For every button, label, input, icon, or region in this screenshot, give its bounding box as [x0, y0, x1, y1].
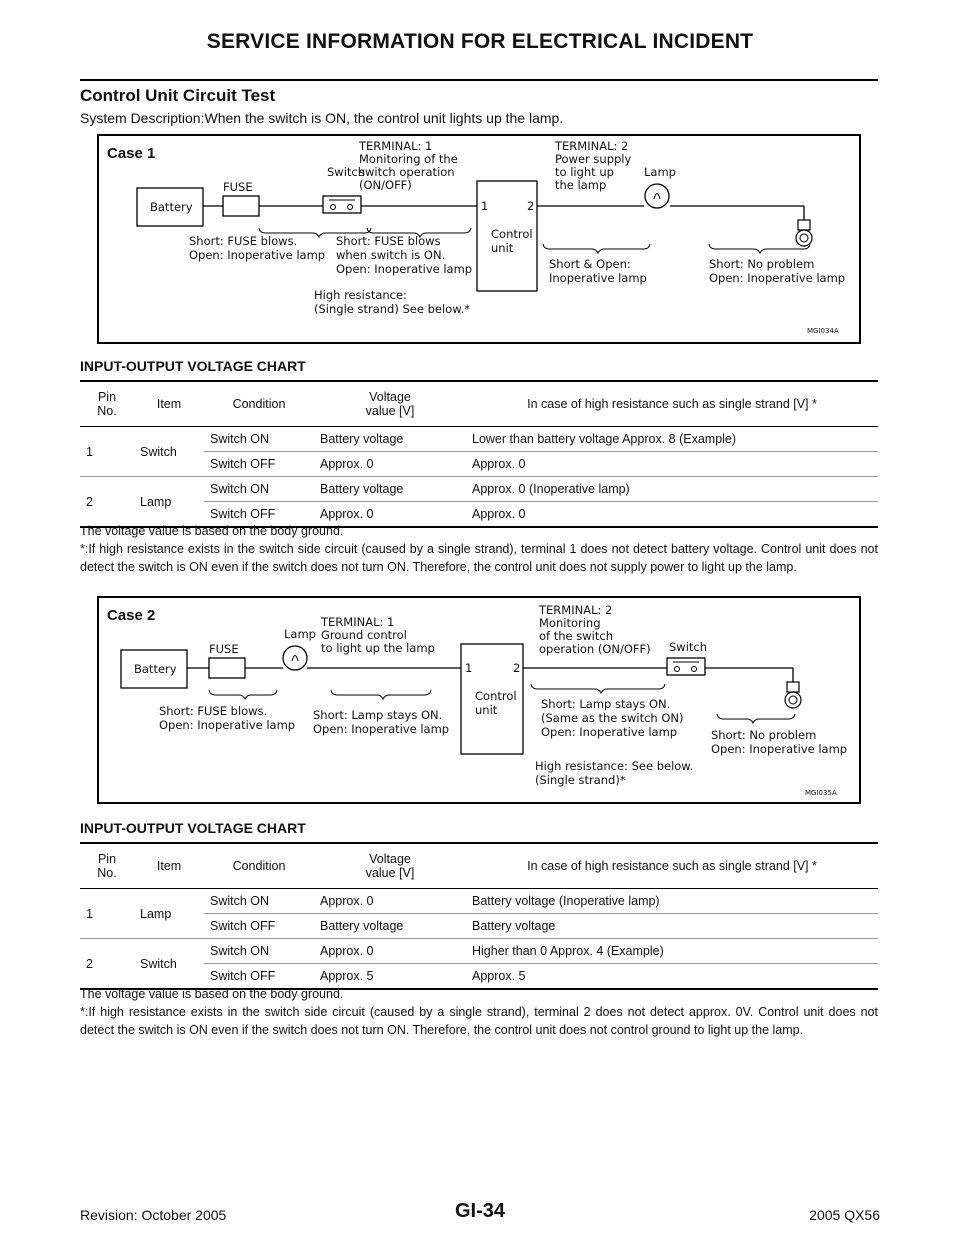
case2-note-switch-3: Open: Inoperative lamp [541, 725, 678, 739]
chart2-note-high-resistance: *:If high resistance exists in the switch side circuit (caused by a single strand), terminal 2 does not detect approx. 0V. Control unit does not detect the switch is ON even if the switch does not turn ON. Therefore, the control unit does not control ground to light up the lamp. [80, 1005, 878, 1037]
case1-note-fuse-1: Short: FUSE blows. [189, 234, 298, 248]
case1-note-ground-1: Short: No problem [709, 257, 815, 271]
chart1-table [80, 380, 878, 528]
case2-lamp [283, 646, 307, 670]
case1-t2-line2: Power supply [555, 152, 632, 166]
chart1-header-pin: Pin No. [80, 381, 134, 427]
case1-fuse [223, 196, 259, 216]
chart1-header-hr: In case of high resistance such as single strand [V] * [466, 381, 878, 427]
chart1-voltage: Approx. 0 [314, 502, 466, 528]
chart1-pin-1: 1 [80, 427, 134, 477]
case1-t1-line3: switch operation [359, 165, 455, 179]
case2-switch [667, 658, 705, 675]
case1-note-ground-2: Open: Inoperative lamp [709, 271, 846, 285]
case1-pin2: 2 [527, 199, 535, 213]
chart1-voltage: Battery voltage [314, 427, 466, 452]
case1-t1-line2: Monitoring of the [359, 152, 458, 166]
chart1-header-condition: Condition [204, 381, 314, 427]
chart2-header-hr: In case of high resistance such as single strand [V] * [466, 843, 878, 889]
case1-note-out-2: Inoperative lamp [549, 271, 647, 285]
case2-t2-line1: TERMINAL: 2 [539, 603, 613, 617]
system-description: System Description:When the switch is ON, the control unit lights up the lamp. [80, 110, 564, 126]
chart2-voltage: Approx. 0 [314, 939, 466, 964]
chart1-hr: Approx. 0 (Inoperative lamp) [466, 477, 878, 502]
case2-note-hr-2: (Single strand)* [535, 773, 626, 787]
chart2-hr: Battery voltage [466, 914, 878, 939]
chart1-title: INPUT-OUTPUT VOLTAGE CHART [80, 358, 306, 374]
chart2-voltage: Approx. 0 [314, 889, 466, 914]
case1-label: Case 1 [107, 145, 156, 162]
case2-diagram [97, 596, 861, 804]
chart1-note-high-resistance: *:If high resistance exists in the switch side circuit (caused by a single strand), terminal 1 does not detect battery voltage. Control unit does not detect the switch is ON even if the switch does not turn ON. Therefore, the control unit does not supply power to light up the lamp. [80, 542, 878, 574]
case2-note-switch-1: Short: Lamp stays ON. [541, 697, 671, 711]
case2-cu-line2: unit [475, 703, 498, 717]
title-divider [80, 79, 878, 81]
case2-t2-line4: operation (ON/OFF) [539, 642, 651, 656]
table-row [80, 939, 878, 964]
case1-note-hr-1: High resistance: [314, 288, 407, 302]
chart2-item-2: Switch [134, 939, 204, 990]
case1-cu-line1: Control [491, 227, 533, 241]
chart2-condition: Switch ON [204, 889, 314, 914]
case1-ground [796, 230, 812, 246]
case2-cu-line1: Control [475, 689, 517, 703]
case2-fuse-label: FUSE [209, 642, 239, 656]
chart1-note-ground: The voltage value is based on the body ground. [80, 524, 344, 538]
chart1-pin-2: 2 [80, 477, 134, 528]
case1-note-switch-3: Open: Inoperative lamp [336, 262, 473, 276]
case1-pin1: 1 [481, 199, 489, 213]
case2-t1-line2: Ground control [321, 628, 407, 642]
chart1-hr: Approx. 0 [466, 452, 878, 477]
case1-figure-code: MGI034A [807, 327, 839, 335]
chart2-note-ground: The voltage value is based on the body ground. [80, 987, 344, 1001]
chart2-condition: Switch ON [204, 939, 314, 964]
case1-switch-label: Switch [327, 165, 366, 179]
case1-t2-line3: to light up [555, 165, 614, 179]
chart1-hr: Approx. 0 [466, 502, 878, 528]
case1-t1-line4: (ON/OFF) [359, 178, 412, 192]
case2-note-ground-2: Open: Inoperative lamp [711, 742, 848, 756]
case2-t2-line2: Monitoring [539, 616, 601, 630]
footer-page-number: GI-34 [454, 1200, 506, 1222]
chart1-voltage: Battery voltage [314, 477, 466, 502]
case2-battery-label: Battery [134, 662, 177, 676]
case2-note-switch-2: (Same as the switch ON) [541, 711, 684, 725]
chart2-condition: Switch OFF [204, 914, 314, 939]
chart1-condition: Switch OFF [204, 502, 314, 528]
chart2-item-1: Lamp [134, 889, 204, 939]
chart1-header-item: Item [134, 381, 204, 427]
case2-t1-line1: TERMINAL: 1 [321, 615, 395, 629]
case1-note-out-1: Short & Open: [549, 257, 631, 271]
chart1-voltage: Approx. 0 [314, 452, 466, 477]
chart1-item-2: Lamp [134, 477, 204, 528]
footer-model: 2005 QX56 [809, 1207, 880, 1223]
case2-note-lamp-2: Open: Inoperative lamp [313, 722, 450, 736]
case1-note-switch-2: when switch is ON. [336, 248, 446, 262]
case1-lamp-label: Lamp [644, 165, 676, 179]
chart2-header-voltage: Voltage value [V] [314, 843, 466, 889]
chart2-pin-1: 1 [80, 889, 134, 939]
chart1-condition: Switch ON [204, 427, 314, 452]
chart2-header-condition: Condition [204, 843, 314, 889]
case2-fuse [209, 658, 245, 678]
case1-switch [323, 196, 361, 213]
chart2-hr: Battery voltage (Inoperative lamp) [466, 889, 878, 914]
footer-revision: Revision: October 2005 [80, 1207, 227, 1223]
chart2-header-row [80, 843, 878, 889]
case1-note-hr-2: (Single strand) See below.* [314, 302, 470, 316]
chart2-header-item: Item [134, 843, 204, 889]
chart1-header-row [80, 381, 878, 427]
chart2-hr: Approx. 5 [466, 964, 878, 990]
chart1-item-1: Switch [134, 427, 204, 477]
case1-lamp [645, 184, 669, 208]
case2-lamp-label: Lamp [284, 627, 316, 641]
case2-pin1: 1 [465, 661, 473, 675]
table-row [80, 889, 878, 914]
case1-t2-line1: TERMINAL: 2 [555, 139, 629, 153]
case1-cu-line2: unit [491, 241, 514, 255]
chart2-hr: Higher than 0 Approx. 4 (Example) [466, 939, 878, 964]
case1-fuse-label: FUSE [223, 180, 253, 194]
case2-note-ground-1: Short: No problem [711, 728, 817, 742]
case2-switch-label: Switch [669, 640, 708, 654]
chart2-voltage: Approx. 5 [314, 964, 466, 990]
case2-note-lamp-1: Short: Lamp stays ON. [313, 708, 443, 722]
case1-note-switch-1: Short: FUSE blows [336, 234, 441, 248]
case2-pin2: 2 [513, 661, 521, 675]
chart2-voltage: Battery voltage [314, 914, 466, 939]
chart1-hr: Lower than battery voltage Approx. 8 (Example) [466, 427, 878, 452]
chart2-title: INPUT-OUTPUT VOLTAGE CHART [80, 820, 306, 836]
table-row [80, 427, 878, 452]
case2-figure-code: MGI035A [805, 789, 837, 797]
chart2-pin-2: 2 [80, 939, 134, 990]
case2-note-hr-1: High resistance: See below. [535, 759, 694, 773]
chart1-condition: Switch OFF [204, 452, 314, 477]
case2-note-fuse-1: Short: FUSE blows. [159, 704, 268, 718]
chart2-header-pin: Pin No. [80, 843, 134, 889]
case1-t2-line4: the lamp [555, 178, 607, 192]
case2-t1-line3: to light up the lamp [321, 641, 435, 655]
table-row [80, 477, 878, 502]
case2-label: Case 2 [107, 607, 156, 624]
chart1-condition: Switch ON [204, 477, 314, 502]
chart2-condition: Switch OFF [204, 964, 314, 990]
case1-t1-line1: TERMINAL: 1 [359, 139, 433, 153]
case1-battery-label: Battery [150, 200, 193, 214]
case1-diagram [97, 134, 861, 344]
page-title: SERVICE INFORMATION FOR ELECTRICAL INCIDENT [206, 30, 754, 53]
case2-t2-line3: of the switch [539, 629, 613, 643]
section-title: Control Unit Circuit Test [80, 86, 276, 105]
case2-note-fuse-2: Open: Inoperative lamp [159, 718, 296, 732]
case1-note-fuse-2: Open: Inoperative lamp [189, 248, 326, 262]
chart2-table [80, 842, 878, 990]
chart1-header-voltage: Voltage value [V] [314, 381, 466, 427]
case2-ground [785, 692, 801, 708]
